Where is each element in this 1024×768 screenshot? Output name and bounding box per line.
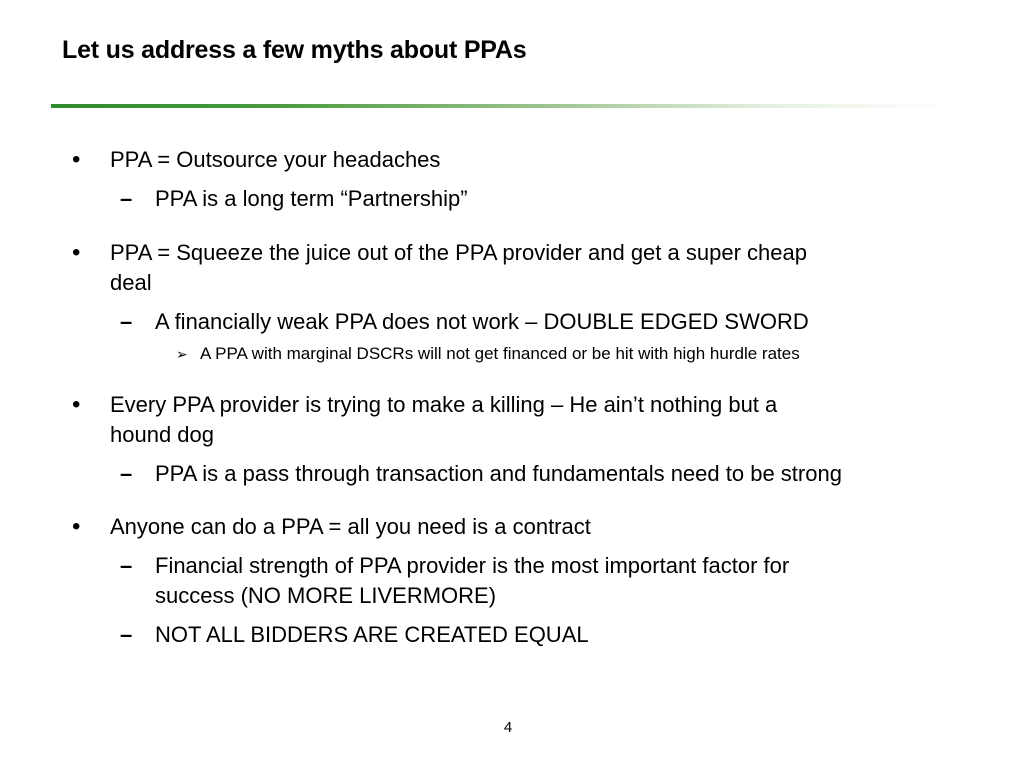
bullet-4-text: Anyone can do a PPA = all you need is a contract bbox=[110, 514, 591, 539]
slide-title: Let us address a few myths about PPAs bbox=[62, 36, 527, 64]
bullet-marker: • bbox=[72, 239, 81, 266]
bullet-4-sub-1-text-line2: success (NO MORE LIVERMORE) bbox=[155, 583, 497, 608]
dash-marker: – bbox=[120, 309, 133, 334]
dash-marker: – bbox=[120, 186, 133, 211]
bullet-marker: • bbox=[72, 513, 81, 540]
bullet-3-sub-1-text: PPA is a pass through transaction and fundamentals need to be strong bbox=[155, 461, 842, 486]
arrow-bullet-icon: ➢ bbox=[176, 346, 188, 362]
bullet-marker: • bbox=[72, 391, 81, 418]
bullet-3-text-line2: hound dog bbox=[110, 422, 214, 447]
bullet-2-sub-1-text: A financially weak PPA does not work – DOUBLE EDGED SWORD bbox=[155, 309, 809, 334]
bullet-1-sub-1-text: PPA is a long term “Partnership” bbox=[155, 186, 468, 211]
dash-marker: – bbox=[120, 461, 133, 486]
dash-marker: – bbox=[120, 622, 133, 647]
bullet-4-sub-2-text: NOT ALL BIDDERS ARE CREATED EQUAL bbox=[155, 622, 589, 647]
bullet-1-text: PPA = Outsource your headaches bbox=[110, 147, 441, 172]
bullet-2-subsub-1-text: A PPA with marginal DSCRs will not get financed or be hit with high hurdle rates bbox=[200, 344, 800, 363]
dash-marker: – bbox=[120, 553, 133, 578]
bullet-3-text-line1: Every PPA provider is trying to make a killing – He ain’t nothing but a bbox=[110, 392, 778, 417]
title-divider bbox=[51, 104, 951, 108]
bullet-marker: • bbox=[72, 146, 81, 173]
page-number: 4 bbox=[503, 719, 513, 736]
bullet-2-text-line1: PPA = Squeeze the juice out of the PPA provider and get a super cheap bbox=[110, 240, 807, 265]
bullet-4-sub-1-text-line1: Financial strength of PPA provider is the most important factor for bbox=[155, 553, 790, 578]
bullet-2-text-line2: deal bbox=[110, 270, 152, 295]
